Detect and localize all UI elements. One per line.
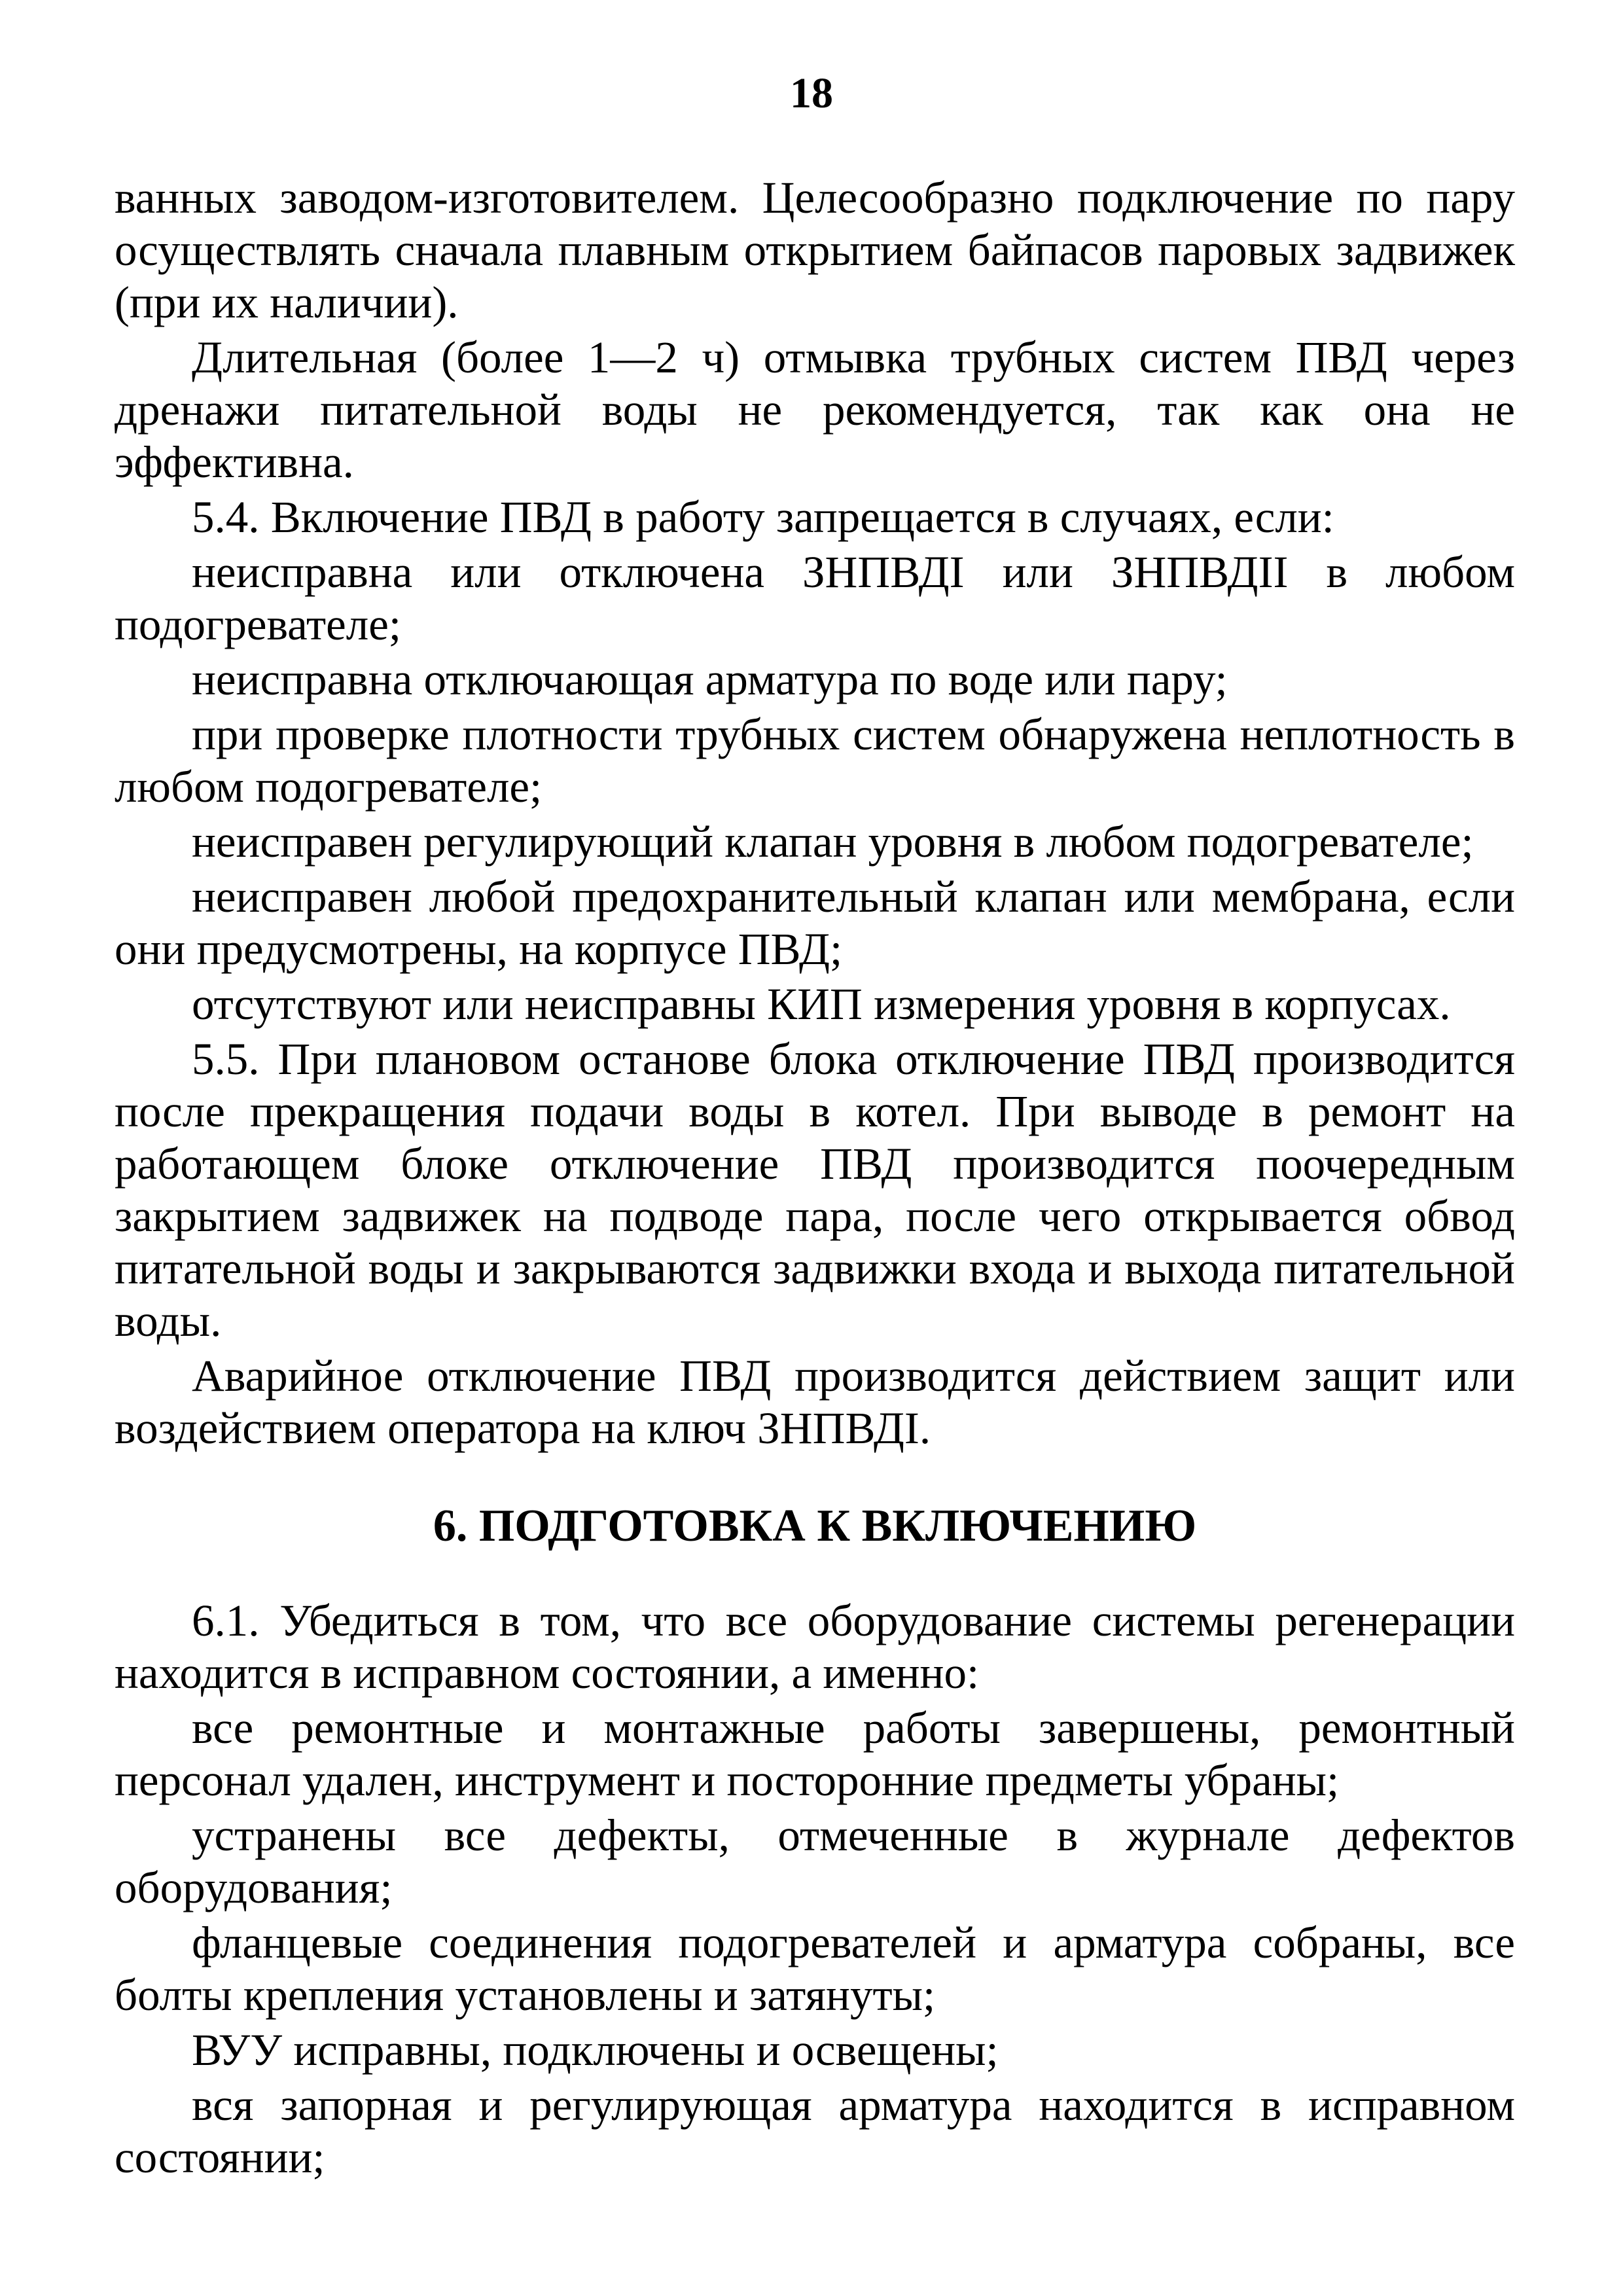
- document-body: [115, 171, 1515, 2186]
- paragraph-6-1: 6.1. Убедиться в том, что все оборудование системы регенерации находится в исправном состоянии, а именно:: [115, 1596, 1515, 1698]
- list-item: неисправна отключающая арматура по воде или пару;: [192, 655, 1228, 704]
- paragraph: ванных заводом-изготовителем. Целесообразно подключение по пару осуществлять сначала плавным открытием байпасов паровых задвижек (при их наличии).: [115, 173, 1515, 327]
- list-item: при проверке плотности трубных систем обнаружена неплотность в любом подогревателе;: [115, 709, 1515, 812]
- list-item: устранены все дефекты, отмеченные в журнале дефектов оборудования;: [115, 1810, 1515, 1912]
- list-item: ВУУ исправны, подключены и освещены;: [192, 2025, 999, 2075]
- list-item: неисправен любой предохранительный клапан или мембрана, если они предусмотрены, на корпусе ПВД;: [115, 872, 1515, 974]
- paragraph: Аварийное отключение ПВД производится действием защит или воздействием оператора на ключ ЗНПВДI.: [115, 1351, 1515, 1453]
- list-item: неисправна или отключена ЗНПВДI или ЗНПВДII в любом подогревателе;: [115, 547, 1515, 649]
- paragraph: Длительная (более 1—2 ч) отмывка трубных систем ПВД через дренажи питательной воды не рекомендуется, так как она не эффективна.: [115, 332, 1515, 487]
- list-item: все ремонтные и монтажные работы завершены, ремонтный персонал удален, инструмент и посторонние предметы убраны;: [115, 1703, 1515, 1805]
- paragraph-5-5: 5.5. При плановом останове блока отключение ПВД производится после прекращения подачи воды в котел. При выводе в ремонт на работающем блоке отключение ПВД производится поочередным закрытием задвижек на подводе пара, после чего открывается обвод питательной воды и закрываются задвижки входа и выхода питательной воды.: [115, 1034, 1515, 1346]
- list-item: фланцевые соединения подогревателей и арматура собраны, все болты крепления установлены и затянуты;: [115, 1918, 1515, 2020]
- section-title: 6. ПОДГОТОВКА К ВКЛЮЧЕНИЮ: [433, 1501, 1197, 1551]
- list-item: вся запорная и регулирующая арматура находится в исправном состоянии;: [115, 2080, 1515, 2182]
- list-item: отсутствуют или неисправны КИП измерения уровня в корпусах.: [192, 979, 1451, 1029]
- list-item: неисправен регулирующий клапан уровня в любом подогревателе;: [192, 817, 1474, 867]
- page-number: 18: [790, 69, 833, 117]
- paragraph-5-4: 5.4. Включение ПВД в работу запрещается в случаях, если:: [192, 492, 1334, 542]
